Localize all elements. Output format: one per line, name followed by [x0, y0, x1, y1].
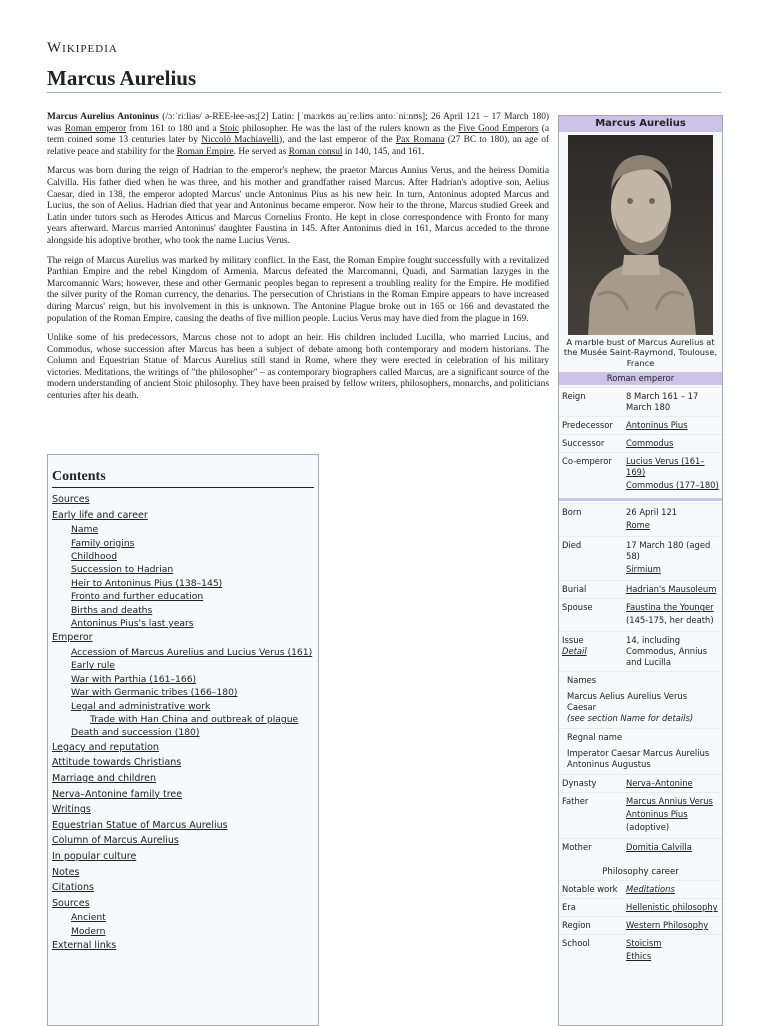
- row-school: [559, 934, 722, 967]
- toc-item[interactable]: Fronto and further education: [71, 591, 204, 603]
- value: Marcus Aelius Aurelius Verus Caesar: [567, 691, 688, 713]
- row-successor: [559, 434, 722, 452]
- row-notable-work: [559, 880, 722, 898]
- row-dynasty: [559, 774, 722, 792]
- page-title: Marcus Aurelius: [47, 66, 197, 90]
- label: Spouse: [562, 602, 593, 613]
- link-commodus[interactable]: Commodus: [626, 438, 674, 449]
- label: Burial: [562, 584, 587, 595]
- text: ), and the last emperor of the: [278, 135, 396, 146]
- link-western-philosophy[interactable]: Western Philosophy: [626, 920, 709, 931]
- toc-item[interactable]: Sources: [52, 494, 90, 505]
- link-rome[interactable]: Rome: [626, 520, 650, 531]
- toc-item[interactable]: Name: [71, 524, 99, 536]
- regnal-name-label: Regnal name: [559, 728, 722, 746]
- link-antoninus-pius-father[interactable]: Antoninus Pius: [626, 809, 688, 820]
- image-caption: A marble bust of Marcus Aurelius at the Musée Saint-Raymond, Toulouse, France: [563, 337, 718, 368]
- row-father: [559, 792, 722, 838]
- link-commodus-co[interactable]: Commodus (177–180): [626, 480, 719, 491]
- title-divider: [47, 92, 721, 93]
- spacer: [559, 856, 722, 864]
- toc-item[interactable]: Marriage and children: [52, 773, 157, 785]
- intro-paragraph: [47, 112, 549, 158]
- label: Father: [562, 796, 589, 807]
- toc-divider: [52, 487, 314, 488]
- link-marcus-annius-verus[interactable]: Marcus Annius Verus: [626, 796, 713, 807]
- row-died: [559, 536, 722, 580]
- paragraph-reign: The reign of Marcus Aurelius was marked by military conflict. In the East, the Roman Empire fought successfully with a revitalized Parthian Empire and the rebel Kingdom of Armenia. Marcus defeated the Marcomanni, Quadi, and Sarmatian Iazyges in the Marcomannic Wars; however, these and other Germanic peoples began to represent a troubling reality for the Empire. He modified the silver purity of the Roman currency, the denarius. The persecution of Christians in the Roman Empire appears to have increased during Marcus' reign, but his involvement in this is unknown. The Antonine Plague broke out in 165 or 166 and devastated the population of the Roman Empire, causing the deaths of five million people. Lucius Verus may have died from the plague in 169.: [47, 255, 549, 324]
- toc-item[interactable]: War with Germanic tribes (166–180): [71, 687, 238, 699]
- names-value: [559, 689, 722, 728]
- link-stoicism[interactable]: Stoicism: [626, 938, 662, 949]
- toc-item[interactable]: Succession to Hadrian: [71, 564, 174, 576]
- toc-item[interactable]: Births and deaths: [71, 604, 153, 616]
- lead-name: Marcus Aurelius Antoninus: [47, 112, 159, 122]
- row-co-emperor: [559, 452, 722, 496]
- toc-item[interactable]: Column of Marcus Aurelius: [52, 835, 179, 847]
- toc-item[interactable]: Heir to Antoninus Pius (138–145): [71, 577, 223, 589]
- value: 8 March 161 – 17 March 180: [626, 391, 699, 413]
- text: philosopher. He was the last of the rulers known as the: [238, 123, 459, 134]
- toc-title: Contents: [52, 469, 106, 484]
- value: 26 April 121: [626, 507, 678, 518]
- toc-item[interactable]: Legal and administrative work: [71, 700, 211, 712]
- link-roman-emperor[interactable]: Roman emperor: [64, 123, 127, 134]
- row-issue: [559, 631, 722, 671]
- row-predecessor: [559, 416, 722, 434]
- link-roman-consul[interactable]: Roman consul: [288, 146, 343, 157]
- row-region: [559, 916, 722, 934]
- row-born: [559, 503, 722, 536]
- label: Dynasty: [562, 778, 597, 789]
- text: (27 BC to 180), an age of relative peace and stability for the: [47, 135, 549, 157]
- bust-illustration: [568, 135, 713, 335]
- toc-item[interactable]: Accession of Marcus Aurelius and Lucius Verus (161): [71, 647, 313, 659]
- spacer: [559, 498, 722, 501]
- toc-item[interactable]: Legacy and reputation: [52, 741, 159, 753]
- wikipedia-wordmark[interactable]: Wikipedia: [47, 40, 118, 56]
- link-roman-empire[interactable]: Roman Empire: [176, 146, 234, 157]
- value: (adoptive): [626, 822, 670, 833]
- link-meditations[interactable]: Meditations: [626, 884, 675, 895]
- row-spouse: [559, 598, 722, 631]
- names-label: Names: [559, 671, 722, 689]
- toc-item[interactable]: Early rule: [71, 660, 115, 672]
- label: Co-emperor: [562, 456, 612, 467]
- toc-item[interactable]: Early life and career: [52, 509, 148, 521]
- link-hellenistic-philosophy[interactable]: Hellenistic philosophy: [626, 902, 718, 913]
- toc-item[interactable]: Sources: [52, 897, 90, 909]
- toc-item[interactable]: Ancient: [71, 912, 106, 924]
- issue-detail-link[interactable]: Detail: [562, 646, 587, 657]
- text: . He served as: [233, 146, 289, 157]
- section-philosophy-career: Philosophy career: [602, 867, 679, 878]
- toc-item[interactable]: External links: [52, 940, 117, 952]
- link-five-good-emperors[interactable]: Five Good Emperors: [458, 123, 539, 134]
- link-stoic[interactable]: Stoic: [219, 123, 239, 134]
- label: Era: [562, 902, 576, 913]
- toc-list: [48, 492, 318, 954]
- link-lucius-verus[interactable]: Lucius Verus (161–169): [626, 456, 705, 478]
- link-faustina[interactable]: Faustina the Younger: [626, 602, 714, 613]
- toc-item[interactable]: War with Parthia (161–166): [71, 673, 197, 685]
- paragraph-early-life: Marcus was born during the reign of Hadrian to the emperor's nephew, the praetor Marcus Annius Verus, and the heiress Domitia Calvilla. His father died when he was three, and his mother and grandfather raised Marcus. After Hadrian's adoptive son, Aelius Caesar, died in 138, the emperor adopted Marcus' uncle Antoninus Pius as his new heir. In turn, Antoninus adopted Marcus and Lucius, the son of Aelius. Hadrian died that year and Antoninus became emperor. Now heir to the throne, Marcus studied Greek and Latin under tutors such as Herodes Atticus and Marcus Cornelius Fronto. He kept in close correspondence with Fronto for many years afterward. Marcus married Antoninus' daughter Faustina in 145. After Antoninus died in 161, Marcus acceded to the throne alongside his adoptive brother, who took the name Lucius Verus.: [47, 166, 549, 246]
- link-machiavelli[interactable]: Niccolò Machiavelli: [201, 135, 279, 146]
- label: Mother: [562, 842, 592, 853]
- label: Region: [562, 920, 591, 931]
- paragraph-legacy: Unlike some of his predecessors, Marcus chose not to adopt an heir. His children included Lucilla, who married Lucius, and Commodus, whose succession after Marcus has been a subject of debate among both contemporary and modern historians. The Column and Equestrian Statue of Marcus Aurelius still stand in Rome, where they were erected in celebration of his military victories. Meditations, the writings of "the philosopher" – as contemporary biographers called Marcus, are a significant source of the modern understanding of ancient Stoic philosophy. They have been praised by fellow writers, philosophers, monarchs, and politicians centuries after his death.: [47, 333, 549, 402]
- names-note: (see section Name for details): [567, 713, 694, 724]
- toc-item[interactable]: Emperor: [52, 632, 93, 644]
- value: 14, including Commodus, Annius and Lucilla: [626, 635, 708, 668]
- label: Successor: [562, 438, 605, 449]
- label: Born: [562, 507, 582, 518]
- link-ethics[interactable]: Ethics: [626, 951, 652, 962]
- link-nerva-antonine[interactable]: Nerva–Antonine: [626, 778, 693, 789]
- row-burial: [559, 580, 722, 598]
- label: School: [562, 938, 590, 949]
- toc-item[interactable]: Nerva–Antonine family tree: [52, 788, 183, 800]
- toc-item[interactable]: Death and succession (180): [71, 727, 200, 739]
- text: (a term coined some 13 centuries later by: [47, 123, 550, 146]
- link-sirmium[interactable]: Sirmium: [626, 564, 661, 575]
- infobox: [558, 115, 723, 1026]
- toc-item[interactable]: Notes: [52, 866, 80, 878]
- toc-item[interactable]: Writings: [52, 804, 91, 816]
- link-pax-romana[interactable]: Pax Romana: [395, 135, 445, 146]
- label: Reign: [562, 391, 586, 402]
- label: Died: [562, 540, 582, 551]
- toc-item[interactable]: Antoninus Pius's last years: [71, 618, 194, 630]
- infobox-title: Marcus Aurelius: [559, 116, 722, 132]
- label: Issue: [562, 635, 584, 646]
- link-antoninus-pius[interactable]: Antoninus Pius: [626, 420, 688, 431]
- section-roman-emperor: Roman emperor: [559, 372, 722, 385]
- regnal-name-value: Imperator Caesar Marcus Aurelius Antoninus Augustus: [567, 748, 710, 770]
- link-domitia-calvilla[interactable]: Domitia Calvilla: [626, 842, 692, 853]
- text: from 161 to 180 and a: [126, 123, 220, 134]
- toc-item[interactable]: Equestrian Statue of Marcus Aurelius: [52, 819, 228, 831]
- label: Predecessor: [562, 420, 613, 431]
- toc-item[interactable]: Citations: [52, 882, 94, 894]
- label: Notable work: [562, 884, 618, 895]
- toc-item[interactable]: Trade with Han China and outbreak of plague: [90, 714, 299, 726]
- row-mother: [559, 838, 722, 856]
- table-of-contents: [47, 454, 319, 1026]
- link-hadrians-mausoleum[interactable]: Hadrian's Mausoleum: [626, 584, 717, 595]
- value: 17 March 180 (aged 58): [626, 540, 711, 562]
- article-body: [47, 112, 549, 411]
- pronunciation: (/ɔːˈriːliəs/ ə-REE-lee-əs;[2] Latin: [ˈmaːrkʊs au̯ˈreːliʊs antoːˈniːnʊs]; 26 April 121 – 17 March 180) was: [47, 112, 550, 134]
- row-era: [559, 898, 722, 916]
- toc-item[interactable]: Modern: [71, 925, 106, 937]
- toc-item[interactable]: Family origins: [71, 537, 135, 549]
- toc-item[interactable]: Attitude towards Christians: [52, 757, 182, 769]
- text: in 140, 145, and 161.: [342, 146, 425, 157]
- value: (145-175, her death): [626, 615, 714, 626]
- row-reign: [559, 387, 722, 416]
- marble-bust-image[interactable]: [568, 135, 713, 335]
- toc-item[interactable]: In popular culture: [52, 851, 137, 863]
- toc-item[interactable]: Childhood: [71, 551, 118, 562]
